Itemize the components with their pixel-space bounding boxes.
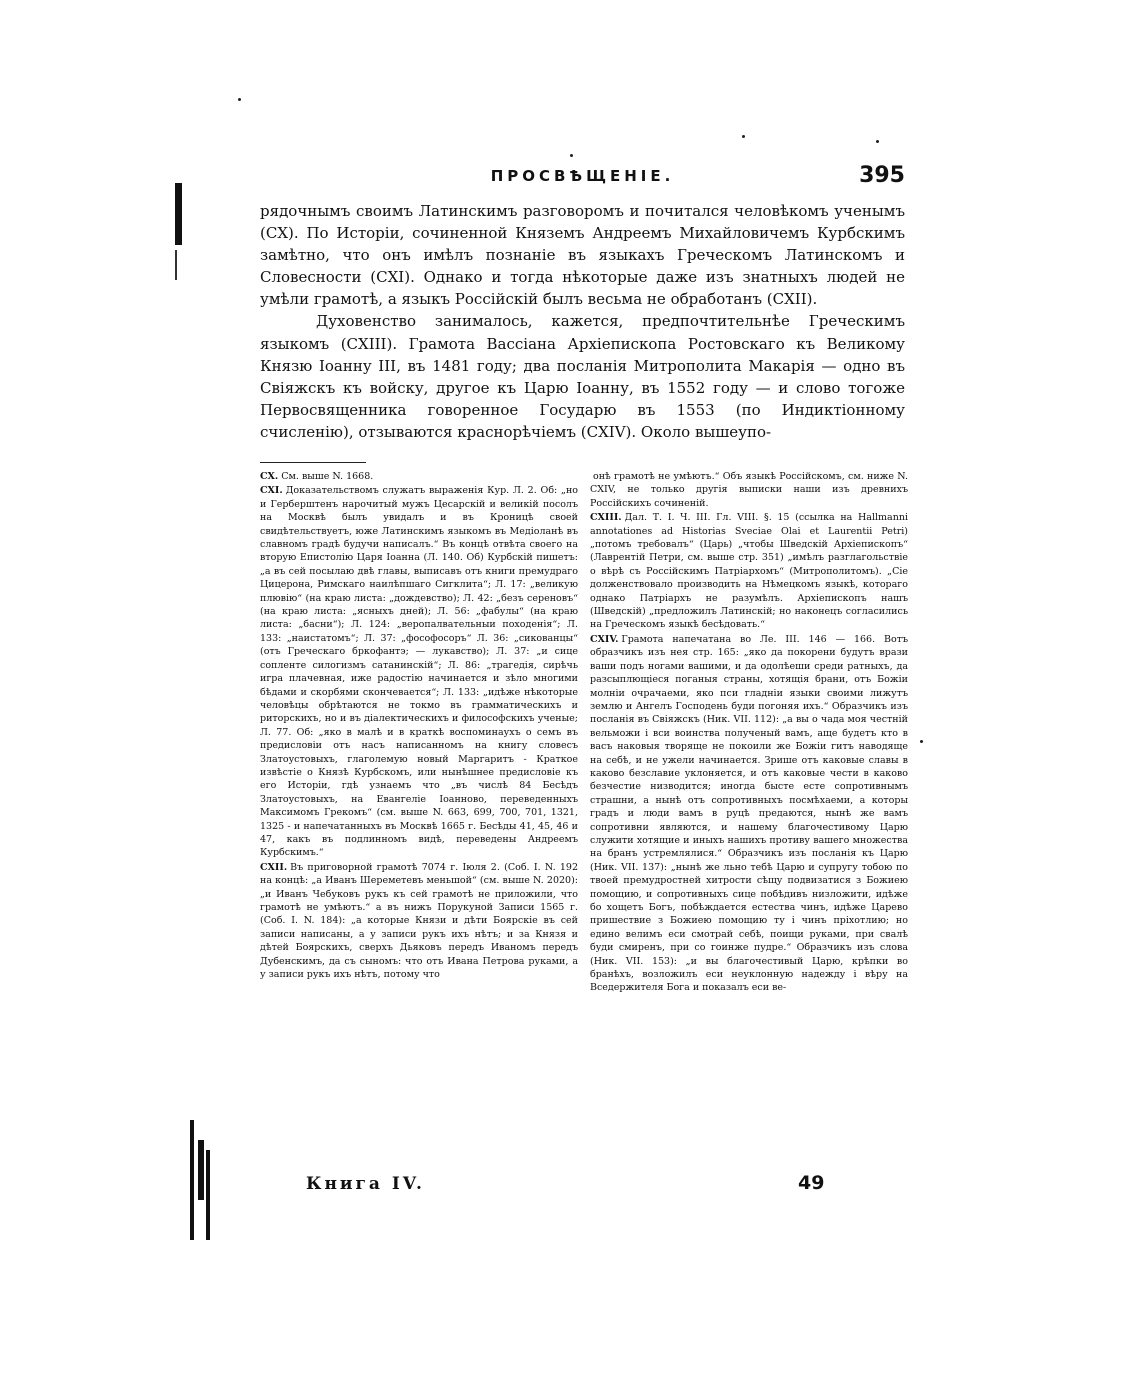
footnote-label: CX. xyxy=(260,471,279,482)
footnote xyxy=(260,861,578,982)
footnote-rule xyxy=(260,462,366,463)
paragraph: рядочнымъ своимъ Латинскимъ разговоромъ и почитался человѣкомъ ученымъ (CX). По Исторіи, сочиненной Княземъ Андреемъ Михайловичемъ Курбскимъ замѣтно, что онъ имѣлъ познаніе въ языкахъ Греческомъ Латинскомъ и Словесности (CXI). Однако и тогда нѣкоторые даже изъ знатныхъ людей не умѣли грамотѣ, а языкъ Россійскій былъ весьма не обработанъ (CXII). xyxy=(260,202,905,309)
margin-ink-mark xyxy=(175,183,182,245)
footnote xyxy=(590,511,908,632)
footnote-text: онѣ грамотѣ не умѣютъ.“ Объ языкѣ Россійскомъ, см. ниже N. CXIV, не только другія выписки наши изъ древнихъ Россійскихъ сочиненій. xyxy=(590,471,908,509)
footnote-text: Доказательствомъ служатъ выраженія Кур. Л. 2. Об: „но и Герберштенъ нарочитый мужъ Цесарскій и великій посолъ на Москвѣ былъ увидалъ и въ Кроницѣ своей свидѣтельствуетъ, юже Латинскимъ языкомъ въ Медіоланѣ въ славномъ градѣ будучи написалъ.“ Въ концѣ отвѣта своего на вторую Епистолію Царя Іоанна (Л. 140. Об) Курбскій пишетъ: „а въ сей посылаю двѣ главы, выписавъ отъ книги премудраго Цицерона, Римскаго наилѣпшаго Сигклита“; Л. 17: „великую плювію“ (на краю листа: „дождевство); Л. 42: „безъ сереновъ“ (на краю листа: „ясныхъ дней); Л. 56: „фабулы“ (на краю листа: „басни“); Л. 124: „вeрoпалвательныи походенія“; Л. 133: „наистатомъ“; Л. 37: „фософосоръ“ Л. 36: „сикованцы“ (отъ Греческаго бркофантэ; — лукавство); Л. 37: „и сице сопленте силогизмъ сатанинскій“; Л. 86: „трагедія, сирѣчь игра плачевная, иже радостію начинается и зѣло многими бѣдами и скорбями скончевается“; Л. 133: „идѣже нѣкоторые человѣцы обрѣтаются не токмо въ грамматическихъ и риторскихъ, но и въ діалектическихъ и философскихъ ученые; Л. 77. Об: „яко в малѣ и в краткѣ воспоминаухъ о семъ въ предисловіи отъ насъ написанномъ на книгу словесъ Златоустовыхъ, глаголемую новый Маргаритъ - Краткое извѣстіе о Князѣ Курбскомъ, или нынѣшнее предисловіе къ его Исторіи, гдѣ узнаемъ что „въ числѣ 84 Бесѣдъ Златоустовыхъ, на Евангеліе Іоанново, переведенныхъ Максимомъ Грекомъ“ (см. выше N. 663, 699, 700, 701, 1321, 1325 - и напечатанныхъ въ Москвѣ 1665 г. Бесѣды 41, 45, 46 и 47, какъ въ подлинномъ видѣ, переведены Андреемъ Курбскимъ.“ xyxy=(260,485,578,859)
scan-speck xyxy=(742,135,745,138)
scan-speck xyxy=(570,154,573,157)
scan-speck xyxy=(238,98,241,101)
footnote xyxy=(590,470,908,510)
paragraph: Духовенство занималось, кажется, предпочтительнѣе Греческимъ языкомъ (CXIII). Грамота Вассіана Архіепископа Ростовскаго къ Великому Князю Іоанну III, въ 1481 году; два посланія Митрополита Макарія — одно въ Свіяжскъ къ войску, другое къ Царю Іоанну, въ 1552 году — и слово тогоже Первосвященника говоренное Государю въ 1553 (по Индиктіонному счисленію), отзываются краснорѣчіемъ (CXIV). Около вышеупо- xyxy=(260,312,905,441)
footnote-label: CXIV. xyxy=(590,633,619,645)
footnote-label: CXII. xyxy=(260,861,288,873)
margin-ink-tick xyxy=(175,250,177,280)
scan-speck xyxy=(920,740,923,743)
footnote-label: CXI. xyxy=(260,485,283,497)
footnotes-left-column xyxy=(260,470,578,982)
footnote xyxy=(260,470,578,483)
footnote xyxy=(260,484,578,859)
scan-speck xyxy=(876,140,879,143)
footnote-text: См. выше N. 1668. xyxy=(281,471,374,482)
page-number: 395 xyxy=(859,163,905,188)
signature-number: 49 xyxy=(798,1172,825,1194)
running-head xyxy=(260,163,905,197)
footnote-label: CXIII. xyxy=(590,512,622,524)
footnote-text: Грамота напечатана во Ле. III. 146 — 166. Вотъ образчикъ изъ нея стр. 165: „яко да покорени будутъ врази ваши подъ ногами вашими, и да одолѣеши среди ратныхъ, да разсыплющіеся поганыя страны, хотящія брани, отъ Божіи молніи очрачаеми, яко пси гладніи языки своими лижутъ землю и Ангелъ Господень буди погоняя ихъ.“ Образчикъ изъ посланія въ Свіяжскъ (Ник. VII. 112): „а вы о чада моя честній вельможи і вси воинства полученый вамъ, аще будетъ кто в васъ наковыя творяще не покоили же Божіи гитъ наводяще на себѣ, и не ужели начинается. Зрише отъ каковые славы в каково безславие уклоняется, и отъ каковые чести в каково безчестие низводится; иногда бысте есте сопротивнымъ страшни, а нынѣ отъ сопротивныхъ посмѣхаеми, а которы градъ и люди вамъ в руцѣ предаются, нынѣ же вамъ сопротивни являются, и нашему благочестивому Царю служити хотящие и иныхъ нашихъ противу вашего множества на бранъ устремлялися.“ Образчикъ изъ посланія къ Царю (Ник. VII. 137): „нынѣ же льно тебѣ Царю и супругу тобою по твоей премудростней хитрости сѣщу подвизатися з Божиею помощию, и сопротивныхъ сице побѣдивъ низложити, идѣже бо хощетъ Богъ, побѣждается естества чинъ, идѣже Царево пришествие з Божиею помощию ту і чинъ пріхотлию; но едино велимъ еси смотрай себѣ, поищи руками, при свалѣ буди смиренъ, при со гоинже пудре.“ Образчикъ изъ слова (Ник. VII. 153): „и вы благочестивый Царю, крѣпки во бранѣхъ, возложилъ еси неуклонную надежду і вѣру на Вседержителя Бога и показалъ еси ве- xyxy=(590,633,908,994)
running-title: ПРОСВѢЩЕНІЕ. xyxy=(490,167,675,185)
signature-mark: Книга IV. xyxy=(306,1174,425,1194)
page-edge-shadow xyxy=(190,1120,214,1250)
main-text xyxy=(260,200,905,443)
footnotes-right-column xyxy=(590,470,908,996)
footnote-text: Дал. Т. I. Ч. III. Гл. VIII. §. 15 (ссылка на Hallmanni annotationes ad Historias Sveciae Olai et Laurentii Petri) „потомъ требовалъ“ (Царь) „чтобы Шведскій Архіепископъ“ (Лаврентій Петри, см. выше стр. 351) „имѣлъ разглагольствіе о вѣрѣ съ Россійскимъ Патріархомъ“ (Митрополитомъ). „Сіе долженствовало производить на Нѣмецкомъ языкѣ, котораго однако Патріархъ не разумѣлъ. Архіепископъ нашъ (Шведскій) „предложилъ Латинскій; но наконецъ согласились на Греческомъ языкѣ бесѣдовать.“ xyxy=(590,512,908,631)
footnote-text: Въ приговорной грамотѣ 7074 г. Іюля 2. (Соб. I. N. 192 на концѣ: „а Иванъ Шереметевъ меньшой“ (см. выше N. 2020): „и Иванъ Чебуковъ рукъ къ сей грамотѣ не приложили, что грамотѣ не умѣютъ.“ а въ нижъ Порукуной Записи 1565 г. (Соб. I. N. 184): „а которые Князи и дѣти Боярскіе въ сей записи написаны, а у записи рукъ ихъ нѣтъ; и за Князя и дѣтей Боярскихъ, сверхъ Дьяковъ передъ Иваномъ передъ Дубенскимъ, да съ сыномъ: что отъ Ивана Петрова руками, а у записи рукъ ихъ нѣтъ, потому что xyxy=(260,861,578,981)
footnote xyxy=(590,633,908,995)
